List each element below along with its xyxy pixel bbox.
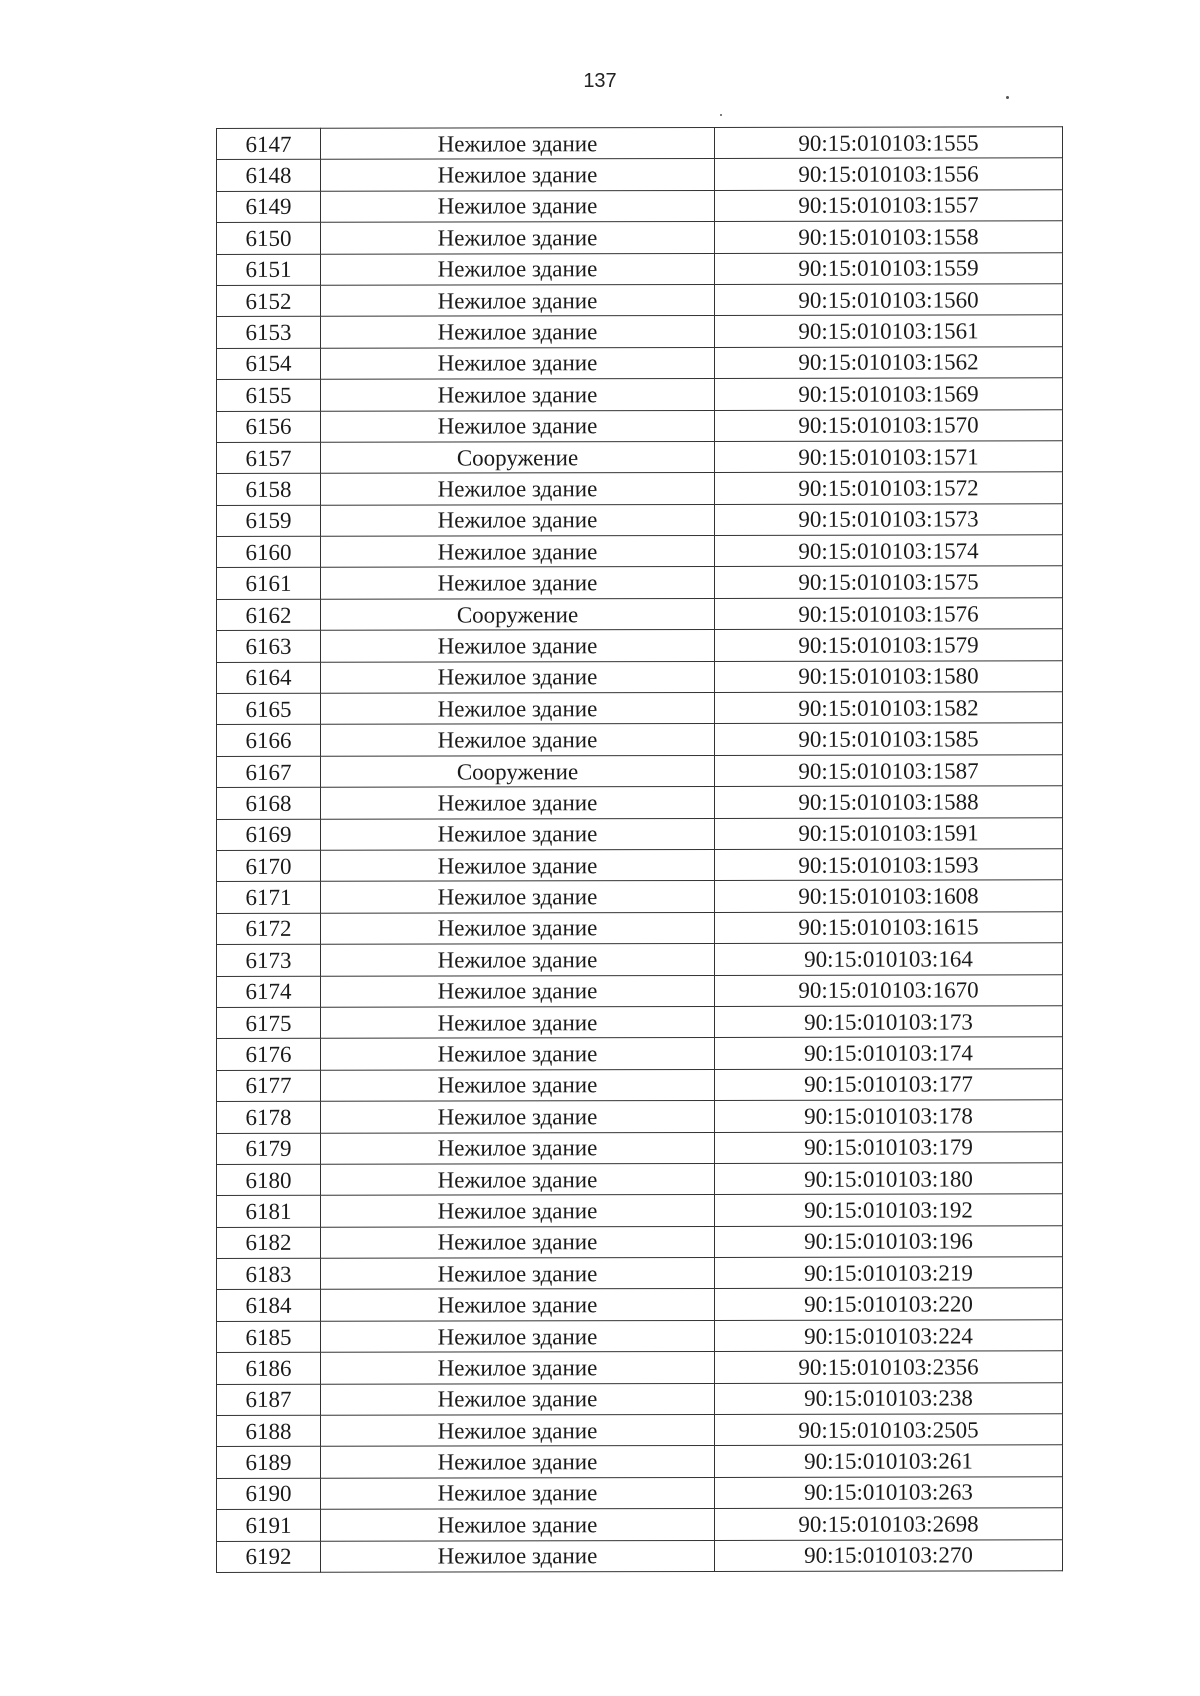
object-type-cell: Нежилое здание <box>321 1540 715 1572</box>
row-number-cell: 6188 <box>217 1415 321 1447</box>
object-type-cell: Нежилое здание <box>321 473 715 505</box>
cadastral-number-cell: 90:15:010103:1561 <box>715 315 1063 347</box>
row-number-cell: 6187 <box>217 1384 321 1416</box>
cadastral-number-cell: 90:15:010103:238 <box>715 1382 1063 1414</box>
table-row <box>217 1068 1063 1101</box>
table-row <box>217 660 1063 693</box>
table-row <box>217 221 1063 254</box>
row-number-cell: 6185 <box>217 1321 321 1353</box>
object-type-cell: Нежилое здание <box>321 1258 715 1290</box>
table-row <box>217 127 1063 160</box>
row-number-cell: 6173 <box>217 944 321 976</box>
object-type-cell: Нежилое здание <box>321 912 715 944</box>
object-type-cell: Нежилое здание <box>321 1446 715 1478</box>
row-number-cell: 6151 <box>217 254 321 286</box>
table-row <box>217 786 1063 819</box>
table-row <box>217 315 1063 348</box>
row-number-cell: 6183 <box>217 1258 321 1290</box>
page-number: 137 <box>583 70 617 92</box>
object-type-cell: Нежилое здание <box>321 1069 715 1101</box>
object-type-cell: Нежилое здание <box>321 284 715 316</box>
table-row <box>217 1320 1063 1353</box>
table-row <box>217 1445 1063 1478</box>
object-type-cell: Нежилое здание <box>321 849 715 881</box>
object-type-cell: Нежилое здание <box>321 1289 715 1321</box>
row-number-cell: 6154 <box>217 348 321 380</box>
cadastral-number-cell: 90:15:010103:1571 <box>715 441 1063 473</box>
row-number-cell: 6166 <box>217 725 321 757</box>
object-type-cell: Нежилое здание <box>321 1038 715 1070</box>
object-type-cell: Нежилое здание <box>321 1101 715 1133</box>
cadastral-number-cell: 90:15:010103:1574 <box>715 535 1063 567</box>
row-number-cell: 6176 <box>217 1039 321 1071</box>
object-type-cell: Нежилое здание <box>321 1352 715 1384</box>
table-row <box>217 190 1063 223</box>
cadastral-number-cell: 90:15:010103:1573 <box>715 503 1063 535</box>
row-number-cell: 6191 <box>217 1509 321 1541</box>
table-row <box>217 755 1063 788</box>
row-number-cell: 6157 <box>217 442 321 474</box>
cadastral-number-cell: 90:15:010103:220 <box>715 1288 1063 1320</box>
cadastral-number-cell: 90:15:010103:178 <box>715 1100 1063 1132</box>
object-type-cell: Нежилое здание <box>321 787 715 819</box>
table-row <box>217 1037 1063 1070</box>
object-type-cell: Нежилое здание <box>321 190 715 222</box>
scan-speck <box>1006 96 1009 99</box>
row-number-cell: 6177 <box>217 1070 321 1102</box>
object-type-cell: Сооружение <box>321 755 715 787</box>
table-row <box>217 692 1063 725</box>
row-number-cell: 6148 <box>217 160 321 192</box>
row-number-cell: 6169 <box>217 819 321 851</box>
object-type-cell: Нежилое здание <box>321 253 715 285</box>
object-type-cell: Сооружение <box>321 598 715 630</box>
table-row <box>217 629 1063 662</box>
cadastral-number-cell: 90:15:010103:1572 <box>715 472 1063 504</box>
table-row <box>217 911 1063 944</box>
cadastral-number-cell: 90:15:010103:1591 <box>715 817 1063 849</box>
object-type-cell: Нежилое здание <box>321 567 715 599</box>
row-number-cell: 6180 <box>217 1164 321 1196</box>
cadastral-number-cell: 90:15:010103:1570 <box>715 409 1063 441</box>
row-number-cell: 6158 <box>217 474 321 506</box>
row-number-cell: 6155 <box>217 379 321 411</box>
row-number-cell: 6149 <box>217 191 321 223</box>
object-type-cell: Нежилое здание <box>321 881 715 913</box>
cadastral-number-cell: 90:15:010103:1582 <box>715 692 1063 724</box>
object-type-cell: Нежилое здание <box>321 127 715 159</box>
row-number-cell: 6150 <box>217 222 321 254</box>
row-number-cell: 6190 <box>217 1478 321 1510</box>
table-row <box>217 974 1063 1007</box>
table-row <box>217 441 1063 474</box>
row-number-cell: 6152 <box>217 285 321 317</box>
table-row <box>217 1351 1063 1384</box>
table-row <box>217 1508 1063 1541</box>
table-row <box>217 158 1063 191</box>
object-type-cell: Нежилое здание <box>321 536 715 568</box>
object-type-cell: Нежилое здание <box>321 1195 715 1227</box>
row-number-cell: 6167 <box>217 756 321 788</box>
table-row <box>217 1257 1063 1290</box>
object-type-cell: Нежилое здание <box>321 410 715 442</box>
cadastral-number-cell: 90:15:010103:1558 <box>715 221 1063 253</box>
cadastral-number-cell: 90:15:010103:2356 <box>715 1351 1063 1383</box>
cadastral-number-cell: 90:15:010103:1593 <box>715 849 1063 881</box>
row-number-cell: 6189 <box>217 1447 321 1479</box>
row-number-cell: 6178 <box>217 1101 321 1133</box>
object-type-cell: Нежилое здание <box>321 1320 715 1352</box>
row-number-cell: 6159 <box>217 505 321 537</box>
row-number-cell: 6168 <box>217 787 321 819</box>
row-number-cell: 6171 <box>217 882 321 914</box>
cadastral-number-cell: 90:15:010103:1585 <box>715 723 1063 755</box>
table-row <box>217 566 1063 599</box>
cadastral-number-cell: 90:15:010103:1555 <box>715 127 1063 159</box>
object-type-cell: Нежилое здание <box>321 159 715 191</box>
row-number-cell: 6165 <box>217 693 321 725</box>
table-row <box>217 1225 1063 1258</box>
row-number-cell: 6170 <box>217 850 321 882</box>
cadastral-number-cell: 90:15:010103:1575 <box>715 566 1063 598</box>
object-type-cell: Нежилое здание <box>321 944 715 976</box>
object-type-cell: Нежилое здание <box>321 1509 715 1541</box>
table-row <box>217 1163 1063 1196</box>
object-type-cell: Нежилое здание <box>321 1006 715 1038</box>
object-type-cell: Нежилое здание <box>321 222 715 254</box>
row-number-cell: 6164 <box>217 662 321 694</box>
cadastral-number-cell: 90:15:010103:219 <box>715 1257 1063 1289</box>
row-number-cell: 6192 <box>217 1541 321 1573</box>
table-row <box>217 252 1063 285</box>
cadastral-number-cell: 90:15:010103:1615 <box>715 911 1063 943</box>
row-number-cell: 6175 <box>217 1007 321 1039</box>
table-row <box>217 1131 1063 1164</box>
cadastral-number-cell: 90:15:010103:1562 <box>715 346 1063 378</box>
object-type-cell: Нежилое здание <box>321 316 715 348</box>
object-type-cell: Нежилое здание <box>321 630 715 662</box>
cadastral-number-cell: 90:15:010103:174 <box>715 1037 1063 1069</box>
table-row <box>217 1382 1063 1415</box>
row-number-cell: 6153 <box>217 317 321 349</box>
row-number-cell: 6172 <box>217 913 321 945</box>
object-type-cell: Нежилое здание <box>321 347 715 379</box>
cadastral-number-cell: 90:15:010103:179 <box>715 1131 1063 1163</box>
row-number-cell: 6186 <box>217 1353 321 1385</box>
cadastral-number-cell: 90:15:010103:1670 <box>715 974 1063 1006</box>
cadastral-number-cell: 90:15:010103:1560 <box>715 284 1063 316</box>
cadastral-number-cell: 90:15:010103:1559 <box>715 252 1063 284</box>
row-number-cell: 6147 <box>217 128 321 160</box>
table-row <box>217 943 1063 976</box>
cadastral-number-cell: 90:15:010103:164 <box>715 943 1063 975</box>
cadastral-number-cell: 90:15:010103:1556 <box>715 158 1063 190</box>
table-row <box>217 1100 1063 1133</box>
row-number-cell: 6182 <box>217 1227 321 1259</box>
cadastral-number-cell: 90:15:010103:1587 <box>715 755 1063 787</box>
table-row <box>217 598 1063 631</box>
row-number-cell: 6163 <box>217 631 321 663</box>
cadastral-number-cell: 90:15:010103:1588 <box>715 786 1063 818</box>
table-row <box>217 503 1063 536</box>
table-row <box>217 880 1063 913</box>
table-row <box>217 1477 1063 1510</box>
cadastral-number-cell: 90:15:010103:1569 <box>715 378 1063 410</box>
object-type-cell: Нежилое здание <box>321 1226 715 1258</box>
object-type-cell: Нежилое здание <box>321 692 715 724</box>
row-number-cell: 6160 <box>217 536 321 568</box>
scan-speck <box>720 114 722 116</box>
cadastral-number-cell: 90:15:010103:261 <box>715 1445 1063 1477</box>
table-row <box>217 849 1063 882</box>
cadastral-number-cell: 90:15:010103:1579 <box>715 629 1063 661</box>
row-number-cell: 6184 <box>217 1290 321 1322</box>
cadastral-number-cell: 90:15:010103:263 <box>715 1477 1063 1509</box>
object-type-cell: Нежилое здание <box>321 1132 715 1164</box>
table-row <box>217 346 1063 379</box>
table-row <box>217 1006 1063 1039</box>
table-row <box>217 1194 1063 1227</box>
row-number-cell: 6161 <box>217 568 321 600</box>
table-row <box>217 723 1063 756</box>
object-type-cell: Нежилое здание <box>321 661 715 693</box>
table-row <box>217 284 1063 317</box>
row-number-cell: 6179 <box>217 1133 321 1165</box>
object-type-cell: Нежилое здание <box>321 724 715 756</box>
cadastral-number-cell: 90:15:010103:173 <box>715 1006 1063 1038</box>
object-type-cell: Нежилое здание <box>321 1163 715 1195</box>
table-row <box>217 1288 1063 1321</box>
object-type-cell: Нежилое здание <box>321 1383 715 1415</box>
object-type-cell: Нежилое здание <box>321 504 715 536</box>
cadastral-number-cell: 90:15:010103:224 <box>715 1320 1063 1352</box>
cadastral-number-cell: 90:15:010103:1557 <box>715 190 1063 222</box>
cadastral-number-cell: 90:15:010103:2698 <box>715 1508 1063 1540</box>
table-row <box>217 1414 1063 1447</box>
object-type-cell: Нежилое здание <box>321 975 715 1007</box>
cadastral-number-cell: 90:15:010103:196 <box>715 1225 1063 1257</box>
object-type-cell: Нежилое здание <box>321 1414 715 1446</box>
cadastral-number-cell: 90:15:010103:192 <box>715 1194 1063 1226</box>
cadastral-number-cell: 90:15:010103:270 <box>715 1539 1063 1571</box>
object-type-cell: Нежилое здание <box>321 1477 715 1509</box>
object-type-cell: Нежилое здание <box>321 818 715 850</box>
table-row <box>217 378 1063 411</box>
table-row <box>217 1539 1063 1572</box>
row-number-cell: 6181 <box>217 1196 321 1228</box>
property-register-table <box>216 126 1063 1573</box>
row-number-cell: 6156 <box>217 411 321 443</box>
cadastral-number-cell: 90:15:010103:1576 <box>715 598 1063 630</box>
row-number-cell: 6162 <box>217 599 321 631</box>
object-type-cell: Нежилое здание <box>321 379 715 411</box>
cadastral-number-cell: 90:15:010103:180 <box>715 1163 1063 1195</box>
table-body <box>217 127 1063 1573</box>
table-row <box>217 535 1063 568</box>
cadastral-number-cell: 90:15:010103:1580 <box>715 660 1063 692</box>
cadastral-number-cell: 90:15:010103:1608 <box>715 880 1063 912</box>
cadastral-number-cell: 90:15:010103:177 <box>715 1068 1063 1100</box>
table-row <box>217 472 1063 505</box>
row-number-cell: 6174 <box>217 976 321 1008</box>
cadastral-number-cell: 90:15:010103:2505 <box>715 1414 1063 1446</box>
table-row <box>217 409 1063 442</box>
object-type-cell: Сооружение <box>321 441 715 473</box>
table-row <box>217 817 1063 850</box>
